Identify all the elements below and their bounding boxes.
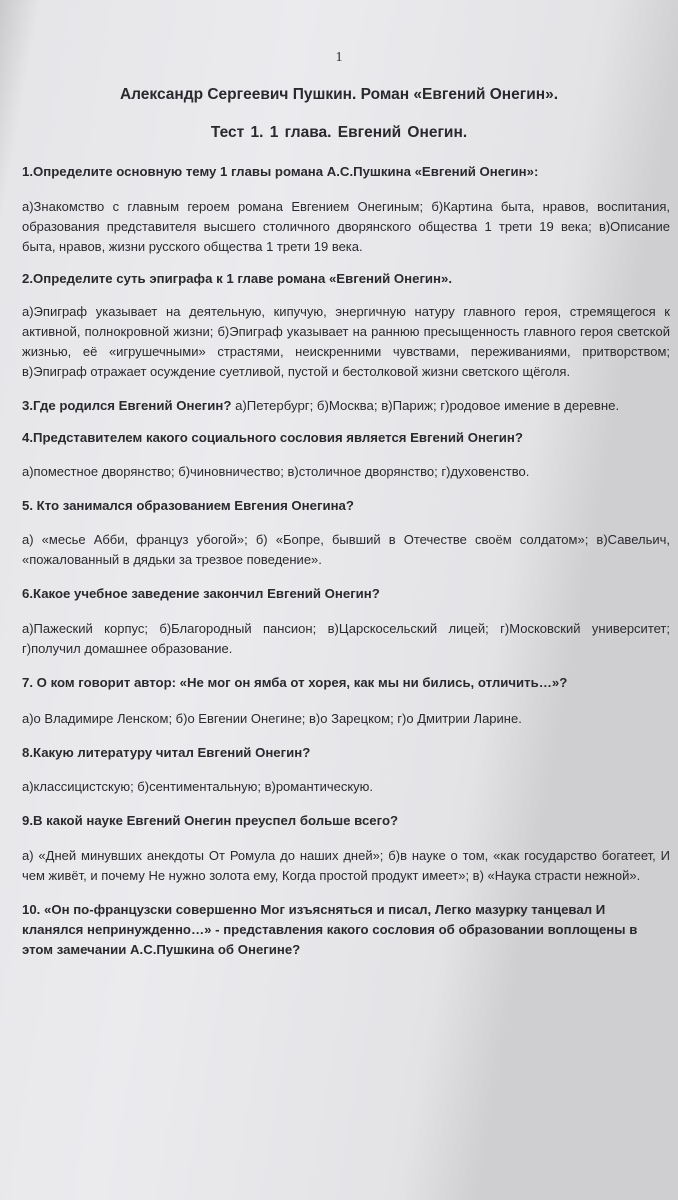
question-10 (22, 900, 670, 960)
question-5 (22, 496, 670, 570)
question-text: 1.Определите основную тему 1 главы романа А.С.Пушкина «Евгений Онегин»: (22, 164, 539, 179)
question-3 (22, 396, 670, 416)
question-text: 9.В какой науке Евгений Онегин преуспел больше всего? (22, 813, 399, 828)
question-text: 10. «Он по-французски совершенно Мог изъясняться и писал, Легко мазурку танцевал И кланялся непринужденно…» - представления какого сословия об образовании воплощены в этом замечании А.С.Пушкина об Онегине? (22, 902, 638, 957)
question-6 (22, 584, 670, 659)
document-title: Александр Сергеевич Пушкин. Роман «Евгений Онегин». (119, 86, 559, 103)
question-9 (22, 811, 670, 886)
question-text: 8.Какую литературу читал Евгений Онегин? (22, 745, 311, 760)
page-number: 1 (335, 50, 343, 65)
answer-options: а)Петербург; б)Москва; в)Париж; г)родовое имение в деревне. (231, 398, 620, 413)
question-text: 3.Где родился Евгений Онегин? (22, 398, 232, 413)
answer-options: а)поместное дворянство; б)чиновничество; в)столичное дворянство; г)духовенство. (22, 464, 530, 479)
question-text: 5. Кто занимался образованием Евгения Онегина? (22, 498, 354, 513)
question-2 (22, 269, 670, 382)
question-text: 4.Представителем какого социального сословия является Евгений Онегин? (22, 430, 523, 445)
answer-options: а) «месье Абби, француз убогой»; б) «Бопре, бывший в Отечестве своём солдатом»; в)Савельич, «пожалованный в дядьки за трезвое поведение». (22, 532, 670, 567)
answer-options: а)классицистскую; б)сентиментальную; в)романтическую. (22, 779, 374, 794)
answer-options: а) «Дней минувших анекдоты От Ромула до наших дней»; б)в науке о том, «как государство богатеет, И чем живёт, и почему Не нужно золота ему, Когда простой продукт имеет»; в) «Наука страсти нежной». (22, 848, 670, 883)
question-text: 7. О ком говорит автор: «Не мог он ямба от хорея, как мы ни бились, отличить…»? (22, 675, 568, 690)
answer-options: а)Знакомство с главным героем романа Евгением Онегиным; б)Картина быта, нравов, воспитания, образования представителя высшего столичного дворянского общества 1 трети 19 века; в)Описание быта, нравов, жизни русского общества 1 трети 19 века. (22, 199, 670, 254)
question-text: 6.Какое учебное заведение закончил Евгений Онегин? (22, 586, 380, 601)
question-8 (22, 743, 670, 797)
question-7 (22, 673, 670, 729)
test-subtitle: Тест 1. 1 глава. Евгений Онегин. (210, 124, 468, 141)
answer-options: а)о Владимире Ленском; б)о Евгении Онегине; в)о Зарецком; г)о Дмитрии Ларине. (22, 711, 522, 726)
question-1 (22, 162, 670, 257)
question-list (22, 162, 670, 960)
question-line (22, 396, 670, 416)
answer-options: а)Эпиграф указывает на деятельную, кипучую, энергичную натуру главного героя, стремящегося к активной, полнокровной жизни; б)Эпиграф указывает на раннюю пресыщенность главного героя светской жизнью, её «игрушечными» страстями, неискренними чувствами, переживаниями, притворством; в)Эпиграф отражает осуждение суетливой, пустой и бестолковой жизни светского щёголя. (22, 304, 670, 379)
question-text: 2.Определите суть эпиграфа к 1 главе романа «Евгений Онегин». (22, 271, 453, 286)
answer-options: а)Пажеский корпус; б)Благородный пансион; в)Царскосельский лицей; г)Московский университет; г)получил домашнее образование. (22, 621, 670, 656)
question-4 (22, 428, 670, 482)
